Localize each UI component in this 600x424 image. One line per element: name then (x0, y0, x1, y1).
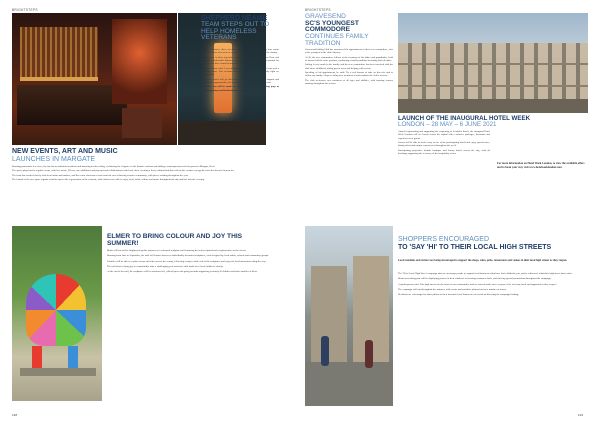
elmer-paragraph: Families will be able to explore towns and cities across the county, following a map to find each of the sculptures and enjoy the local attractions along the way. (107, 259, 267, 263)
commodore-paragraph: Sailing is very much in the family, and the new commodore has been involved with the club since childhood, taking part in races and helping with events. (305, 63, 393, 70)
veterans-subtitle: TEAM STEPS OUT TO HELP HOMELESS VETERANS (201, 21, 270, 42)
commodore-title-top: GRAVESEND (305, 13, 346, 20)
hotel-building-photo (398, 13, 588, 113)
hotel-week-title: LAUNCH OF THE INAUGURAL HOTEL WEEK (398, 115, 531, 122)
margate-paragraph: The team has worked closely with local artists and makers, and the venue showcases work from the area's thriving creative community, with pieces rotating throughout the year. (12, 173, 189, 177)
running-header-left: BRIGHTSTEPS (12, 8, 38, 12)
margate-subtitle: LAUNCHES IN MARGATE (12, 155, 96, 163)
hotel-week-paragraph: Guests will be able to book a stay at one of the participating hotels and enjoy special rates, dining offers and unique experiences throughout the week. (398, 141, 490, 148)
veterans-paragraph: Jonathan Neame said: 'I was delighted to take part in this walk to help such a deserving cause. Our veterans have given so much and it is only right we support them.' (201, 66, 279, 77)
commodore-paragraph: Speaking of his appointment, he said: 'It's a real honour to take on this role and to follow my family. I hope to bring new members in and continue the club's success.' (305, 71, 393, 78)
page-number-right: 149 (578, 413, 584, 417)
veterans-paragraph: Shepherd Neame's chief executive Jonathan Neame was among four senior business leaders who took on a sponsored walk to raise funds for the charity. (201, 48, 279, 55)
commodore-paragraph: Gravesend Sailing Club has announced the appointment of their new commodore, who is the youngest in the club's history. (305, 48, 393, 55)
commodore-paragraph: The club welcomes new members of all ages and abilities, with training courses running throughout the season. (305, 78, 393, 86)
elmer-paragraph: At the end of the trail, the sculptures will be auctioned off, with all proceeds going towards supporting seriously ill children and their families in Kent. (107, 270, 258, 274)
bar-interior-photo (12, 13, 177, 145)
hotel-week-paragraph: Participating properties include boutique and luxury hotels across the city, with all bookings supporting the recovery of the hospitality sector. (398, 148, 490, 156)
elmer-paragraph: Running from June to September, the trail will feature dozens of individually decorated sculptures, each designed by local artists, schools and community groups. (107, 254, 269, 258)
hotel-week-cta: For more information on Hotel Week London, to view the available offers and to book your stay visit www.hotelweeklondon.com (497, 162, 585, 169)
veterans-paragraph: The funds raised will go directly towards providing housing, support and employment opportunities for homeless veterans across the south east. (201, 77, 279, 85)
high-street-photo (305, 226, 393, 406)
elmer-paragraph: Much of Kent will be brightened up this summer as a colourful sculpture trail featuring the beloved patchwork elephant takes to the streets. (107, 249, 247, 252)
veterans-donation-cta: Donations can still be made on Shepherd Neame's JustGiving page at www.justgiving.com/fundraising/shepherd-neame (201, 85, 279, 92)
shoppers-paragraph: The campaign will run throughout the summer, with events and activities planned across a number of towns. (398, 288, 507, 292)
shoppers-paragraph: The 'Hi to Local High Street' campaign aims to encourage people to support local businesses that have had a difficult year, and to rediscover what their high street has to offer. (398, 272, 573, 275)
commodore-paragraph: At 26, the new commodore follows in the footsteps of his father and grandfather, both of whom held the same position, continuing a family tradition stretching back decades. (305, 55, 393, 63)
running-header-right: BRIGHTSTEPS (305, 8, 331, 12)
veterans-title: SHEPHERD NEAME (201, 15, 268, 22)
page-number-left: 148 (12, 413, 18, 417)
commodore-subtitle: CONTINUES FAMILY TRADITION (305, 33, 369, 47)
shoppers-lead: Local residents and visitors are being encouraged to support the shops, cafes, pubs, restaurants and venues in their local high streets as they reopen. (398, 259, 568, 262)
shoppers-paragraph: A spokesperson said: 'Our high streets are the heart of our communities and we want to make sure everyone feels welcome back and supported as they reopen.' (398, 282, 557, 286)
hotel-week-subtitle: LONDON – 28 MAY – 6 JUNE 2021 (398, 121, 497, 128)
elmer-paragraph: The trail aims to bring joy to communities after a challenging year and raise vital funds for a local children's charity. (107, 265, 224, 269)
margate-paragraph: Boasting panoramic sea views, the bar has an industrial aesthetic and stunning art deco tiling, reclaiming the elegance of the historic seafront and adding a contemporary twist for guests in Margate, Kent. (12, 165, 216, 168)
elmer-title: ELMER TO BRING COLOUR AND JOY THIS SUMMER! (107, 233, 243, 247)
shoppers-subtitle: TO 'SAY 'HI' TO THEIR LOCAL HIGH STREETS (398, 243, 552, 251)
commodore-title: SC'S YOUNGEST COMMODORE (305, 19, 359, 34)
shoppers-paragraph: Residents are encouraged to share photos of their favourite local businesses on social media using the campaign hashtag. (398, 293, 519, 297)
hotel-week-paragraph: Aimed at promoting and supporting the reopening of London's hotels, the inaugural Hotel Week London will see hotels across the capital offer exclusive packages, discounts and experiences for guests. (398, 130, 490, 140)
margate-paragraph: The space plays host to regular events, with live music, DJ sets, art exhibitions and pop-up food collaborations with local chefs, creating a lively cultural hub that reflects the creative energy the town has become known for. (12, 169, 235, 173)
elmer-elephant-photo (12, 226, 102, 401)
veterans-paragraph: Stepping out in their respective trainers, the team walked across Kent and covered a considerable distance over the day, raising thousands of pounds for veterans who have found themselves without a home. (201, 55, 279, 66)
shoppers-title: SHOPPERS ENCOURAGED (398, 236, 490, 243)
margate-paragraph: The launch of the new space signals a further step in the regeneration of the seafront, with visitors now able to enjoy food, drink, culture and music throughout the day and late into the evening. (12, 178, 205, 182)
margate-title: NEW EVENTS, ART AND MUSIC (12, 148, 118, 155)
shoppers-paragraph: Businesses taking part will be displaying posters in their windows welcoming customers back, and offering special promotions throughout the campaign. (398, 277, 552, 281)
